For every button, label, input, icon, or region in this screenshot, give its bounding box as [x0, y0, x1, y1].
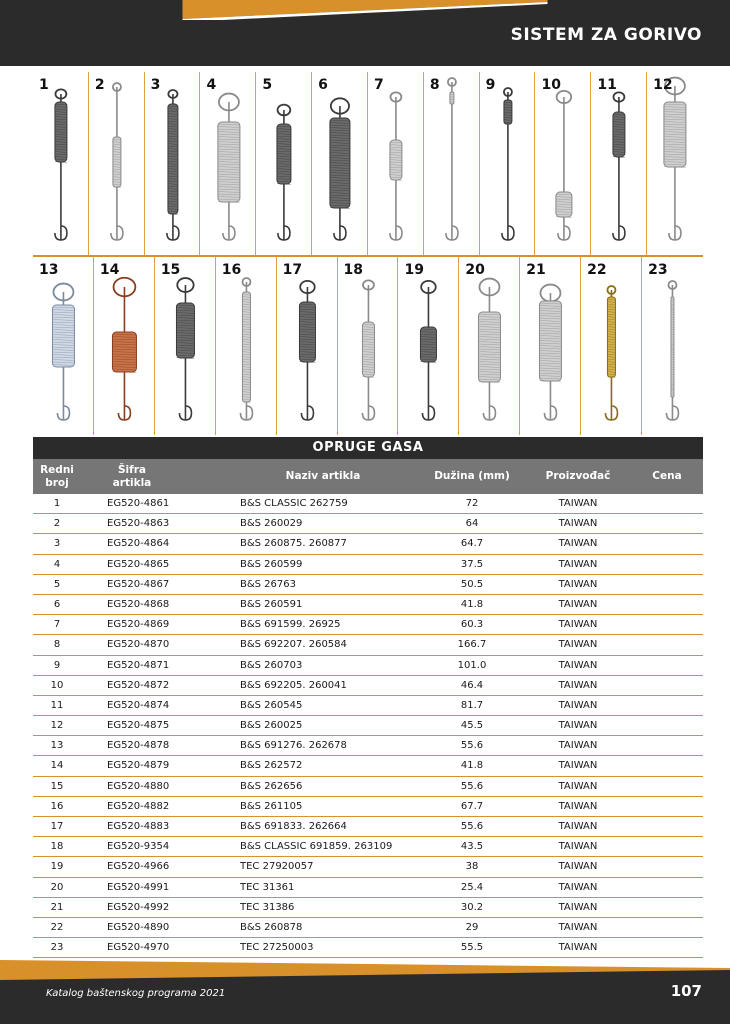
table-row [33, 938, 703, 958]
spring-image [591, 72, 647, 255]
spring-image [201, 72, 257, 255]
row-number: 14 [50, 760, 64, 772]
row-code: EG520-4879 [107, 760, 170, 772]
header-price: Cena [652, 470, 682, 482]
row-code: EG520-4868 [107, 598, 170, 610]
header-manufacturer: Proizvođač [545, 470, 611, 482]
table-row [33, 857, 703, 877]
table-row [33, 635, 703, 655]
spring-cell [520, 257, 581, 435]
spring-number: 19 [404, 262, 424, 278]
spring-image [145, 72, 201, 255]
row-manufacturer: TAIWAN [558, 639, 598, 651]
spring-image [581, 257, 642, 435]
spring-image [424, 72, 480, 255]
spring-cell [424, 72, 480, 255]
page-number: 107 [670, 982, 702, 1000]
row-manufacturer: TAIWAN [558, 841, 598, 853]
row-length: 37.5 [460, 558, 484, 570]
page-header [0, 0, 730, 66]
spring-number: 14 [99, 262, 120, 278]
row-name: B&S 692205. 260041 [240, 679, 347, 691]
spring-number: 16 [221, 262, 242, 278]
row-length: 46.4 [460, 679, 484, 691]
spring-image [647, 72, 703, 255]
row-code: EG520-4861 [107, 498, 170, 509]
spring-number: 15 [160, 262, 181, 278]
spring-number: 9 [485, 77, 496, 93]
row-code: EG520-4874 [107, 699, 170, 711]
row-number: 12 [50, 720, 64, 732]
row-name: B&S 26763 [240, 578, 296, 590]
row-manufacturer: TAIWAN [558, 699, 598, 711]
row-code: EG520-4970 [107, 942, 170, 954]
spring-number: 22 [587, 262, 607, 278]
row-name: B&S 260703 [240, 659, 303, 671]
row-length: 41.8 [460, 598, 484, 610]
row-manufacturer: TAIWAN [558, 679, 598, 691]
row-length: 60.3 [460, 619, 484, 631]
row-number: 4 [53, 558, 61, 570]
spring-image [277, 257, 338, 435]
row-name: B&S CLASSIC 262759 [240, 498, 348, 509]
row-name: B&S 262656 [240, 780, 303, 792]
table-body [33, 494, 703, 958]
row-length: 43.5 [460, 841, 484, 853]
row-number: 11 [50, 699, 64, 711]
row-number: 9 [53, 659, 61, 671]
row-number: 1 [53, 498, 61, 509]
spring-number: 23 [648, 262, 668, 278]
row-code: EG520-4875 [107, 720, 170, 732]
row-code: EG520-4863 [107, 518, 170, 530]
spring-cell [256, 72, 312, 255]
row-name: B&S 260029 [240, 518, 303, 530]
spring-image [94, 257, 155, 435]
spring-number: 1 [39, 77, 49, 93]
spring-image [338, 257, 399, 435]
spring-number: 11 [597, 77, 617, 93]
spring-number: 7 [374, 77, 384, 93]
spring-number: 20 [465, 262, 485, 278]
row-code: EG520-4882 [107, 800, 170, 812]
row-number: 6 [53, 598, 61, 610]
row-length: 29 [465, 921, 479, 933]
row-number: 5 [53, 578, 61, 590]
spring-number: 3 [150, 77, 161, 93]
row-code: EG520-4991 [107, 881, 170, 893]
header-name: Naziv artikla [285, 470, 361, 482]
spring-cell [201, 72, 257, 255]
row-code: EG520-4872 [107, 679, 170, 691]
spring-image [256, 72, 312, 255]
spring-grid-row-1 [33, 72, 703, 255]
row-code: EG520-4865 [107, 558, 170, 570]
spring-image [155, 257, 216, 435]
row-number: 3 [53, 538, 61, 550]
row-name: B&S 260878 [240, 921, 303, 933]
row-name: B&S 260875. 260877 [240, 538, 347, 550]
spring-number: 6 [318, 77, 328, 93]
row-number: 22 [50, 921, 64, 933]
table-row [33, 777, 703, 797]
row-code: EG520-4992 [107, 901, 170, 913]
row-manufacturer: TAIWAN [558, 861, 598, 873]
row-manufacturer: TAIWAN [558, 498, 598, 509]
spring-image [312, 72, 368, 255]
spring-number: 13 [39, 262, 59, 278]
table-row [33, 615, 703, 635]
row-number: 23 [50, 942, 64, 954]
spring-cell [591, 72, 647, 255]
table-row [33, 797, 703, 817]
row-manufacturer: TAIWAN [558, 740, 598, 752]
row-name: B&S 261105 [240, 800, 303, 812]
table-header [33, 459, 703, 494]
spring-cell [277, 257, 338, 435]
header-number: Redni broj [40, 463, 74, 489]
row-manufacturer: TAIWAN [558, 619, 598, 631]
spring-cell [581, 257, 642, 435]
spring-cell [398, 257, 459, 435]
row-length: 55.5 [460, 942, 484, 954]
spring-number: 18 [343, 262, 364, 278]
row-number: 10 [50, 679, 64, 691]
row-length: 55.6 [460, 740, 484, 752]
row-length: 38 [465, 861, 479, 873]
row-length: 50.5 [460, 578, 484, 590]
row-manufacturer: TAIWAN [558, 821, 598, 832]
table-row [33, 595, 703, 615]
row-manufacturer: TAIWAN [558, 578, 598, 590]
spring-number: 2 [94, 77, 105, 93]
row-code: EG520-4871 [107, 659, 170, 671]
row-manufacturer: TAIWAN [558, 538, 598, 550]
row-length: 41.8 [460, 760, 484, 772]
table-row [33, 736, 703, 756]
section-title: SISTEM ZA GORIVO [510, 25, 702, 45]
spring-cell [89, 72, 145, 255]
row-length: 72 [465, 498, 479, 509]
spring-number: 5 [262, 77, 273, 93]
row-code: EG520-4864 [107, 538, 170, 550]
spring-number: 21 [526, 262, 546, 278]
row-name: B&S 260599 [240, 558, 303, 570]
row-manufacturer: TAIWAN [558, 780, 598, 792]
row-manufacturer: TAIWAN [558, 760, 598, 772]
row-length: 64 [465, 518, 479, 530]
row-number: 20 [50, 881, 64, 893]
header-length: Dužina (mm) [434, 470, 510, 482]
row-name: TEC 27250003 [240, 942, 314, 954]
row-manufacturer: TAIWAN [558, 942, 598, 954]
row-name: B&S 262572 [240, 760, 303, 772]
row-length: 45.5 [460, 720, 484, 732]
table-row [33, 676, 703, 696]
row-number: 19 [50, 861, 64, 873]
spring-image [33, 72, 89, 255]
row-manufacturer: TAIWAN [558, 901, 598, 913]
spring-cell [33, 257, 94, 435]
row-name: TEC 31386 [240, 901, 295, 913]
spring-image [536, 72, 592, 255]
row-manufacturer: TAIWAN [558, 659, 598, 671]
spring-cell [338, 257, 399, 435]
row-name: B&S 260545 [240, 699, 303, 711]
row-code: EG520-9354 [107, 841, 170, 853]
row-name: B&S CLASSIC 691859. 263109 [240, 841, 393, 853]
row-number: 7 [53, 619, 61, 631]
row-manufacturer: TAIWAN [558, 518, 598, 530]
row-length: 81.7 [460, 699, 484, 711]
catalog-name: Katalog baštenskog programa 2021 [46, 988, 226, 999]
row-number: 2 [53, 518, 61, 530]
table-row [33, 494, 703, 514]
row-length: 67.7 [460, 800, 484, 812]
spring-image [459, 257, 520, 435]
row-code: EG520-4890 [107, 921, 170, 933]
row-name: B&S 691599. 26925 [240, 619, 341, 631]
row-number: 21 [50, 901, 64, 913]
spring-cell [33, 72, 89, 255]
row-code: EG520-4870 [107, 639, 170, 651]
row-manufacturer: TAIWAN [558, 558, 598, 570]
row-code: EG520-4880 [107, 780, 170, 792]
row-number: 18 [50, 841, 64, 853]
row-manufacturer: TAIWAN [558, 598, 598, 610]
row-length: 30.2 [460, 901, 484, 913]
table-row [33, 534, 703, 554]
row-length: 25.4 [460, 881, 484, 893]
spring-number: 12 [653, 77, 673, 93]
row-number: 17 [50, 821, 64, 832]
table-row [33, 878, 703, 898]
row-length: 101.0 [457, 659, 487, 671]
row-name: TEC 31361 [240, 881, 295, 893]
spring-number: 10 [541, 77, 561, 93]
spring-image [642, 257, 703, 435]
row-length: 64.7 [460, 538, 484, 550]
row-manufacturer: TAIWAN [558, 921, 598, 933]
row-name: B&S 260025 [240, 720, 303, 732]
spring-image [89, 72, 145, 255]
spring-cell [94, 257, 155, 435]
table-row [33, 575, 703, 595]
spring-cell [536, 72, 592, 255]
row-number: 15 [50, 780, 64, 792]
row-length: 55.6 [460, 780, 484, 792]
row-number: 8 [53, 639, 61, 651]
row-code: EG520-4867 [107, 578, 170, 590]
spring-cell [647, 72, 703, 255]
spring-number: 4 [206, 77, 217, 93]
row-manufacturer: TAIWAN [558, 800, 598, 812]
spring-number: 8 [429, 77, 440, 93]
spring-number: 17 [282, 262, 303, 278]
header-accent-stripe [0, 0, 730, 20]
table-row [33, 817, 703, 837]
table-row [33, 918, 703, 938]
spring-image [480, 72, 536, 255]
page-footer [0, 958, 730, 1024]
spring-cell [642, 257, 703, 435]
spring-cell [480, 72, 536, 255]
row-manufacturer: TAIWAN [558, 720, 598, 732]
spring-image [368, 72, 424, 255]
table-row [33, 837, 703, 857]
spring-image [398, 257, 459, 435]
row-code: EG520-4869 [107, 619, 170, 631]
row-number: 16 [50, 800, 64, 812]
spring-grid-row-2 [33, 257, 703, 435]
spring-image [33, 257, 94, 435]
row-name: B&S 691833. 262664 [240, 821, 347, 832]
table-row [33, 716, 703, 736]
spring-cell [145, 72, 201, 255]
row-manufacturer: TAIWAN [558, 881, 598, 893]
table-row [33, 514, 703, 534]
row-name: TEC 27920057 [240, 861, 314, 873]
row-length: 55.6 [460, 821, 484, 832]
table-row [33, 656, 703, 676]
table-row [33, 555, 703, 575]
spring-image [216, 257, 277, 435]
row-name: B&S 692207. 260584 [240, 639, 347, 651]
table-row [33, 696, 703, 716]
spring-cell [459, 257, 520, 435]
spring-cell [155, 257, 216, 435]
row-code: EG520-4878 [107, 740, 170, 752]
table-row [33, 898, 703, 918]
row-length: 166.7 [457, 639, 487, 651]
spring-cell [216, 257, 277, 435]
spring-image [520, 257, 581, 435]
header-code: Šifra artikla [112, 463, 152, 489]
row-name: B&S 691276. 262678 [240, 740, 347, 752]
spring-cell [368, 72, 424, 255]
spring-cell [312, 72, 368, 255]
row-code: EG520-4966 [107, 861, 170, 873]
row-name: B&S 260591 [240, 598, 303, 610]
row-number: 13 [50, 740, 64, 752]
table-row [33, 756, 703, 776]
row-code: EG520-4883 [107, 821, 170, 832]
table-title: OPRUGE GASA [33, 437, 703, 459]
